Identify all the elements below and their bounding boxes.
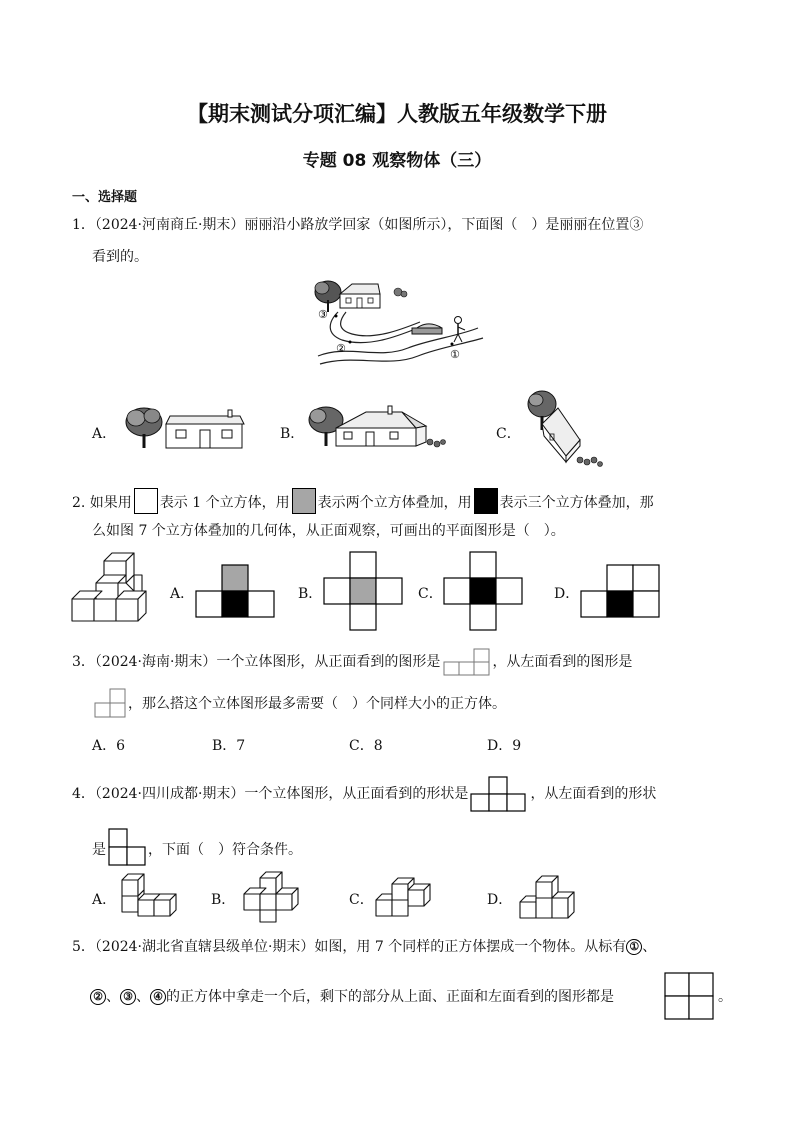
q4-option-d-figure bbox=[516, 874, 582, 924]
q3-text-line1 bbox=[72, 648, 632, 676]
q5-separator: 、 bbox=[642, 939, 657, 955]
q2-option-d-label[interactable]: D． bbox=[554, 586, 580, 602]
q4-front-view-figure bbox=[470, 776, 528, 812]
q4-text-line1 bbox=[72, 776, 656, 812]
q4-text-line2 bbox=[92, 828, 302, 866]
q1-text-line2: 看到的。 bbox=[92, 249, 148, 265]
q3-left-view-figure bbox=[93, 688, 127, 718]
q2-option-c-figure bbox=[444, 551, 524, 631]
legend-white-square bbox=[134, 488, 158, 514]
q4-option-c-label[interactable]: C． bbox=[349, 892, 374, 908]
q2-option-a-figure bbox=[196, 564, 276, 618]
q5-text-end: 。 bbox=[718, 989, 732, 1005]
q1-text-line1: 1．（2024·河南商丘·期末）丽丽沿小路放学回家（如图所示），下面图（ ）是丽丽在位置③ bbox=[72, 217, 644, 233]
q3-front-view-figure bbox=[442, 648, 490, 676]
q2-option-a-label[interactable]: A． bbox=[170, 586, 195, 602]
q2-option-b-figure bbox=[324, 551, 404, 631]
q4-text-part-d: ，下面（ ）符合条件。 bbox=[148, 842, 302, 858]
q2-text-part-b: 表示 1 个立方体，用 bbox=[159, 495, 290, 511]
legend-black-square bbox=[474, 488, 498, 514]
q4-text-part-a: 4．（2024·四川成都·期末）一个立体图形，从正面看到的形状是 bbox=[72, 786, 469, 802]
q3-text-part-b: ，从左面看到的图形是 bbox=[492, 654, 633, 670]
q4-option-a-figure bbox=[118, 870, 180, 924]
q3-option-a[interactable]: A．6 bbox=[92, 738, 126, 754]
q1-option-a-figure bbox=[122, 404, 246, 452]
q2-text-part-d: 表示三个立方体叠加，那 bbox=[499, 495, 654, 511]
q3-text-part-a: 3．（2024·海南·期末）一个立体图形，从正面看到的图形是 bbox=[72, 654, 441, 670]
q2-text-part-a: 2. 如果用 bbox=[72, 495, 132, 511]
q5-view-figure bbox=[664, 972, 714, 1020]
section-heading: 一、选择题 bbox=[72, 190, 138, 205]
q5-text-part-b: 的正方体中拿走一个后，剩下的部分从上面、正面和左面看到的图形都是 bbox=[166, 989, 614, 1005]
q3-option-d[interactable]: D．9 bbox=[487, 738, 522, 754]
q5-mark-3: ③ bbox=[120, 989, 136, 1005]
q5-separator: 、 bbox=[136, 989, 150, 1005]
q5-mark-4: ④ bbox=[150, 989, 166, 1005]
q5-mark-2: ② bbox=[90, 989, 106, 1005]
q4-text-part-b: ，从左面看到的形状 bbox=[530, 786, 657, 802]
q5-separator: 、 bbox=[106, 989, 120, 1005]
q1-map-label-1: ① bbox=[450, 348, 460, 361]
q4-option-a-label[interactable]: A． bbox=[92, 892, 117, 908]
q3-text-line2: ，那么搭这个立体图形最多需要（ ）个同样大小的正方体。 bbox=[128, 696, 506, 712]
q5-text-part-a: 5．（2024·湖北省直辖县级单位·期末）如图，用 7 个同样的正方体摆成一个物体。从标有 bbox=[72, 939, 627, 955]
q1-option-b-figure bbox=[306, 404, 448, 456]
q3-option-c[interactable]: C．8 bbox=[349, 738, 383, 754]
q4-option-b-figure bbox=[236, 870, 306, 924]
q2-option-d-figure bbox=[581, 564, 661, 618]
q2-option-c-label[interactable]: C． bbox=[418, 586, 443, 602]
q1-option-c-label[interactable]: C． bbox=[496, 426, 521, 442]
q2-text-line2: 么如图 7 个立方体叠加的几何体，从正面观察，可画出的平面图形是（ ）。 bbox=[92, 523, 565, 539]
q5-mark-1: ① bbox=[626, 939, 642, 955]
q4-option-c-figure bbox=[374, 872, 440, 922]
page-title: 【期末测试分项汇编】人教版五年级数学下册 bbox=[187, 102, 607, 126]
legend-gray-square bbox=[292, 488, 316, 514]
q2-text-part-c: 表示两个立方体叠加，用 bbox=[317, 495, 472, 511]
q2-text-line1 bbox=[72, 488, 654, 514]
q1-option-b-label[interactable]: B． bbox=[280, 426, 305, 442]
q3-option-b[interactable]: B．7 bbox=[212, 738, 246, 754]
q2-cube-solid-figure bbox=[70, 553, 156, 623]
q1-path-map-figure bbox=[308, 278, 488, 370]
q1-option-c-figure bbox=[524, 386, 608, 470]
q1-map-label-3: ③ bbox=[318, 308, 328, 321]
q1-option-a-label[interactable]: A． bbox=[92, 426, 117, 442]
q4-option-b-label[interactable]: B． bbox=[211, 892, 236, 908]
q5-text-line1 bbox=[72, 937, 656, 957]
q1-map-label-2: ② bbox=[336, 342, 346, 355]
q4-option-d-label[interactable]: D． bbox=[487, 892, 513, 908]
q5-text-line2 bbox=[90, 987, 614, 1007]
q4-text-part-c: 是 bbox=[92, 842, 106, 858]
page-subtitle: 专题 08 观察物体（三） bbox=[302, 151, 492, 171]
q2-option-b-label[interactable]: B． bbox=[298, 586, 323, 602]
q4-left-view-figure bbox=[108, 828, 146, 866]
